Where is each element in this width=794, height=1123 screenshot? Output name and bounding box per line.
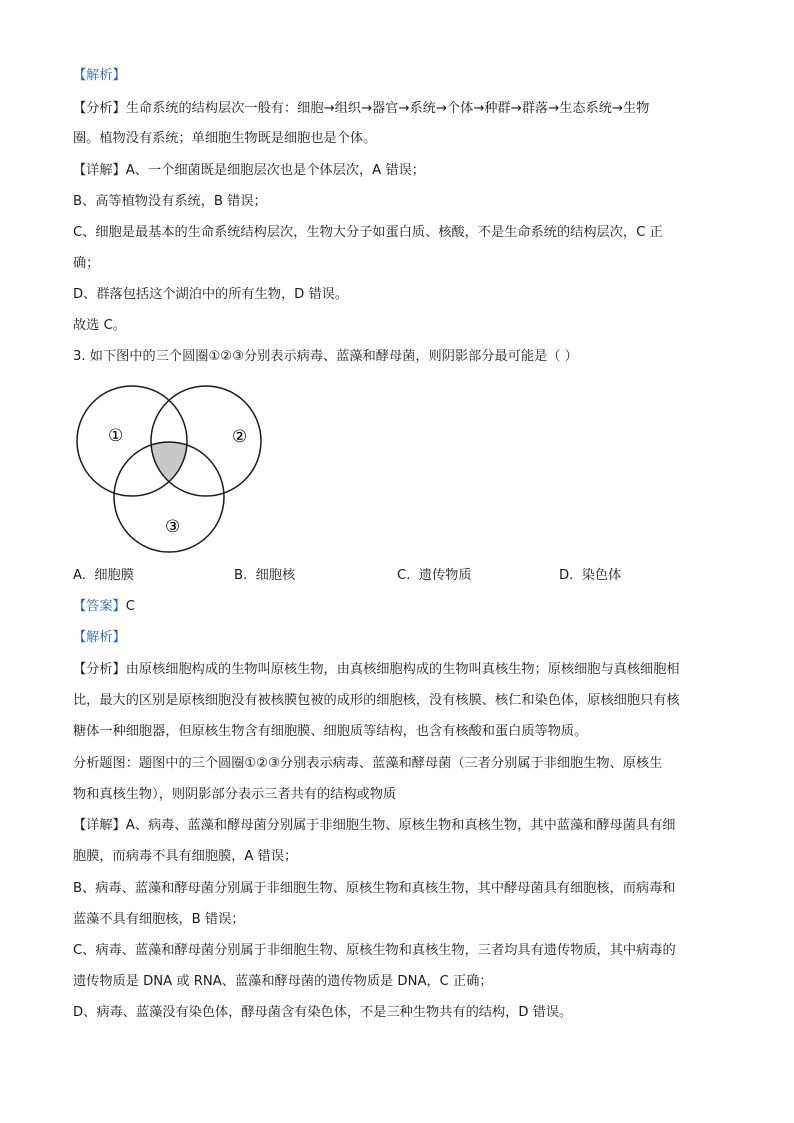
fenxi-line-2: 圈。植物没有系统；单细胞生物既是细胞也是个体。 — [73, 131, 377, 146]
explain-b: B、高等植物没有系统，B 错误； — [73, 194, 267, 209]
fenxi-tag-2: 【分析】 — [73, 662, 126, 677]
venn-diagram — [72, 385, 282, 557]
xiangjie-tag-2: 【详解】 — [73, 818, 126, 833]
circle-3-label: ③ — [165, 517, 181, 537]
answer-value: C — [125, 599, 135, 614]
answer-tag: 【答案】 — [73, 599, 126, 614]
option-b: B. 细胞核 — [234, 568, 296, 583]
question-3-stem: 3. 如下图中的三个圆圈①②③分别表示病毒、蓝藻和酵母菌，则阴影部分最可能是（ ） — [73, 349, 578, 364]
detail-c-line-2: 遗传物质是 DNA 或 RNA、蓝藻和酵母菌的遗传物质是 DNA，C 正确； — [73, 974, 493, 989]
option-d: D. 染色体 — [559, 568, 622, 583]
fenxi-paragraph-2: 【分析】由原核细胞构成的生物叫原核生物，由真核细胞构成的生物叫真核生物；原核细胞与真核细胞相 — [73, 662, 680, 677]
fenxi-text: 生命系统的结构层次一般有：细胞→组织→器官→系统→个体→种群→群落→生态系统→生物 — [125, 101, 650, 116]
fenxi-paragraph — [73, 99, 723, 119]
option-c: C. 遗传物质 — [397, 568, 472, 583]
explain-c-line-1: C、细胞是最基本的生命系统结构层次，生物大分子如蛋白质、核酸，不是生命系统的结构层次，C 正 — [73, 225, 663, 240]
fenxi-2-line-3: 糖体一种细胞器，但原核生物含有细胞膜、细胞质等结构，也含有核酸和蛋白质等物质。 — [73, 724, 588, 739]
xiangjie-paragraph — [73, 161, 723, 181]
circle-2-label: ② — [232, 427, 248, 447]
explain-d: D、群落包括这个湖泊中的所有生物，D 错误。 — [73, 287, 349, 302]
option-a: A. 细胞膜 — [73, 568, 134, 583]
fenxi-2-line-2: 比，最大的区别是原核细胞没有被核膜包被的成形的细胞核，没有核膜、核仁和染色体，原核细胞只有核 — [73, 693, 680, 708]
xiangjie-tag: 【详解】 — [73, 163, 126, 178]
detail-b-line-1: B、病毒、蓝藻和酵母菌分别属于非细胞生物、原核生物和真核生物，其中酵母菌具有细胞核，而病毒和 — [73, 881, 676, 896]
circle-1 — [77, 386, 187, 496]
figure-analysis-line-1: 分析题图：题图中的三个圆圈①②③分别表示病毒、蓝藻和酵母菌（三者分别属于非细胞生物、原核生 — [73, 756, 663, 771]
xiangjie-paragraph-2: 【详解】A、病毒、蓝藻和酵母菌分别属于非细胞生物、原核生物和真核生物，其中蓝藻和酵母菌具有细 — [73, 818, 676, 833]
fenxi-tag: 【分析】 — [73, 101, 126, 116]
analysis-header: 【解析】 — [73, 68, 126, 83]
conclusion: 故选 C。 — [73, 318, 126, 333]
detail-d: D、病毒、蓝藻没有染色体，酵母菌含有染色体，不是三种生物共有的结构，D 错误。 — [73, 1005, 573, 1020]
detail-a-line-2: 胞膜，而病毒不具有细胞膜，A 错误； — [73, 849, 298, 864]
detail-b-line-2: 蓝藻不具有细胞核，B 错误； — [73, 912, 245, 927]
xiangjie-text: A、一个细菌既是细胞层次也是个体层次，A 错误； — [125, 163, 425, 178]
circle-1-label: ① — [108, 426, 124, 446]
detail-c-line-1: C、病毒、蓝藻和酵母菌分别属于非细胞生物、原核生物和真核生物，三者均具有遗传物质，其中病毒的 — [73, 943, 676, 958]
answer-line — [73, 597, 723, 617]
analysis-header-2: 【解析】 — [73, 630, 126, 645]
figure-analysis-line-2: 物和真核生物），则阴影部分表示三者共有的结构或物质 — [73, 787, 397, 802]
explain-c-line-2: 确； — [73, 256, 100, 271]
